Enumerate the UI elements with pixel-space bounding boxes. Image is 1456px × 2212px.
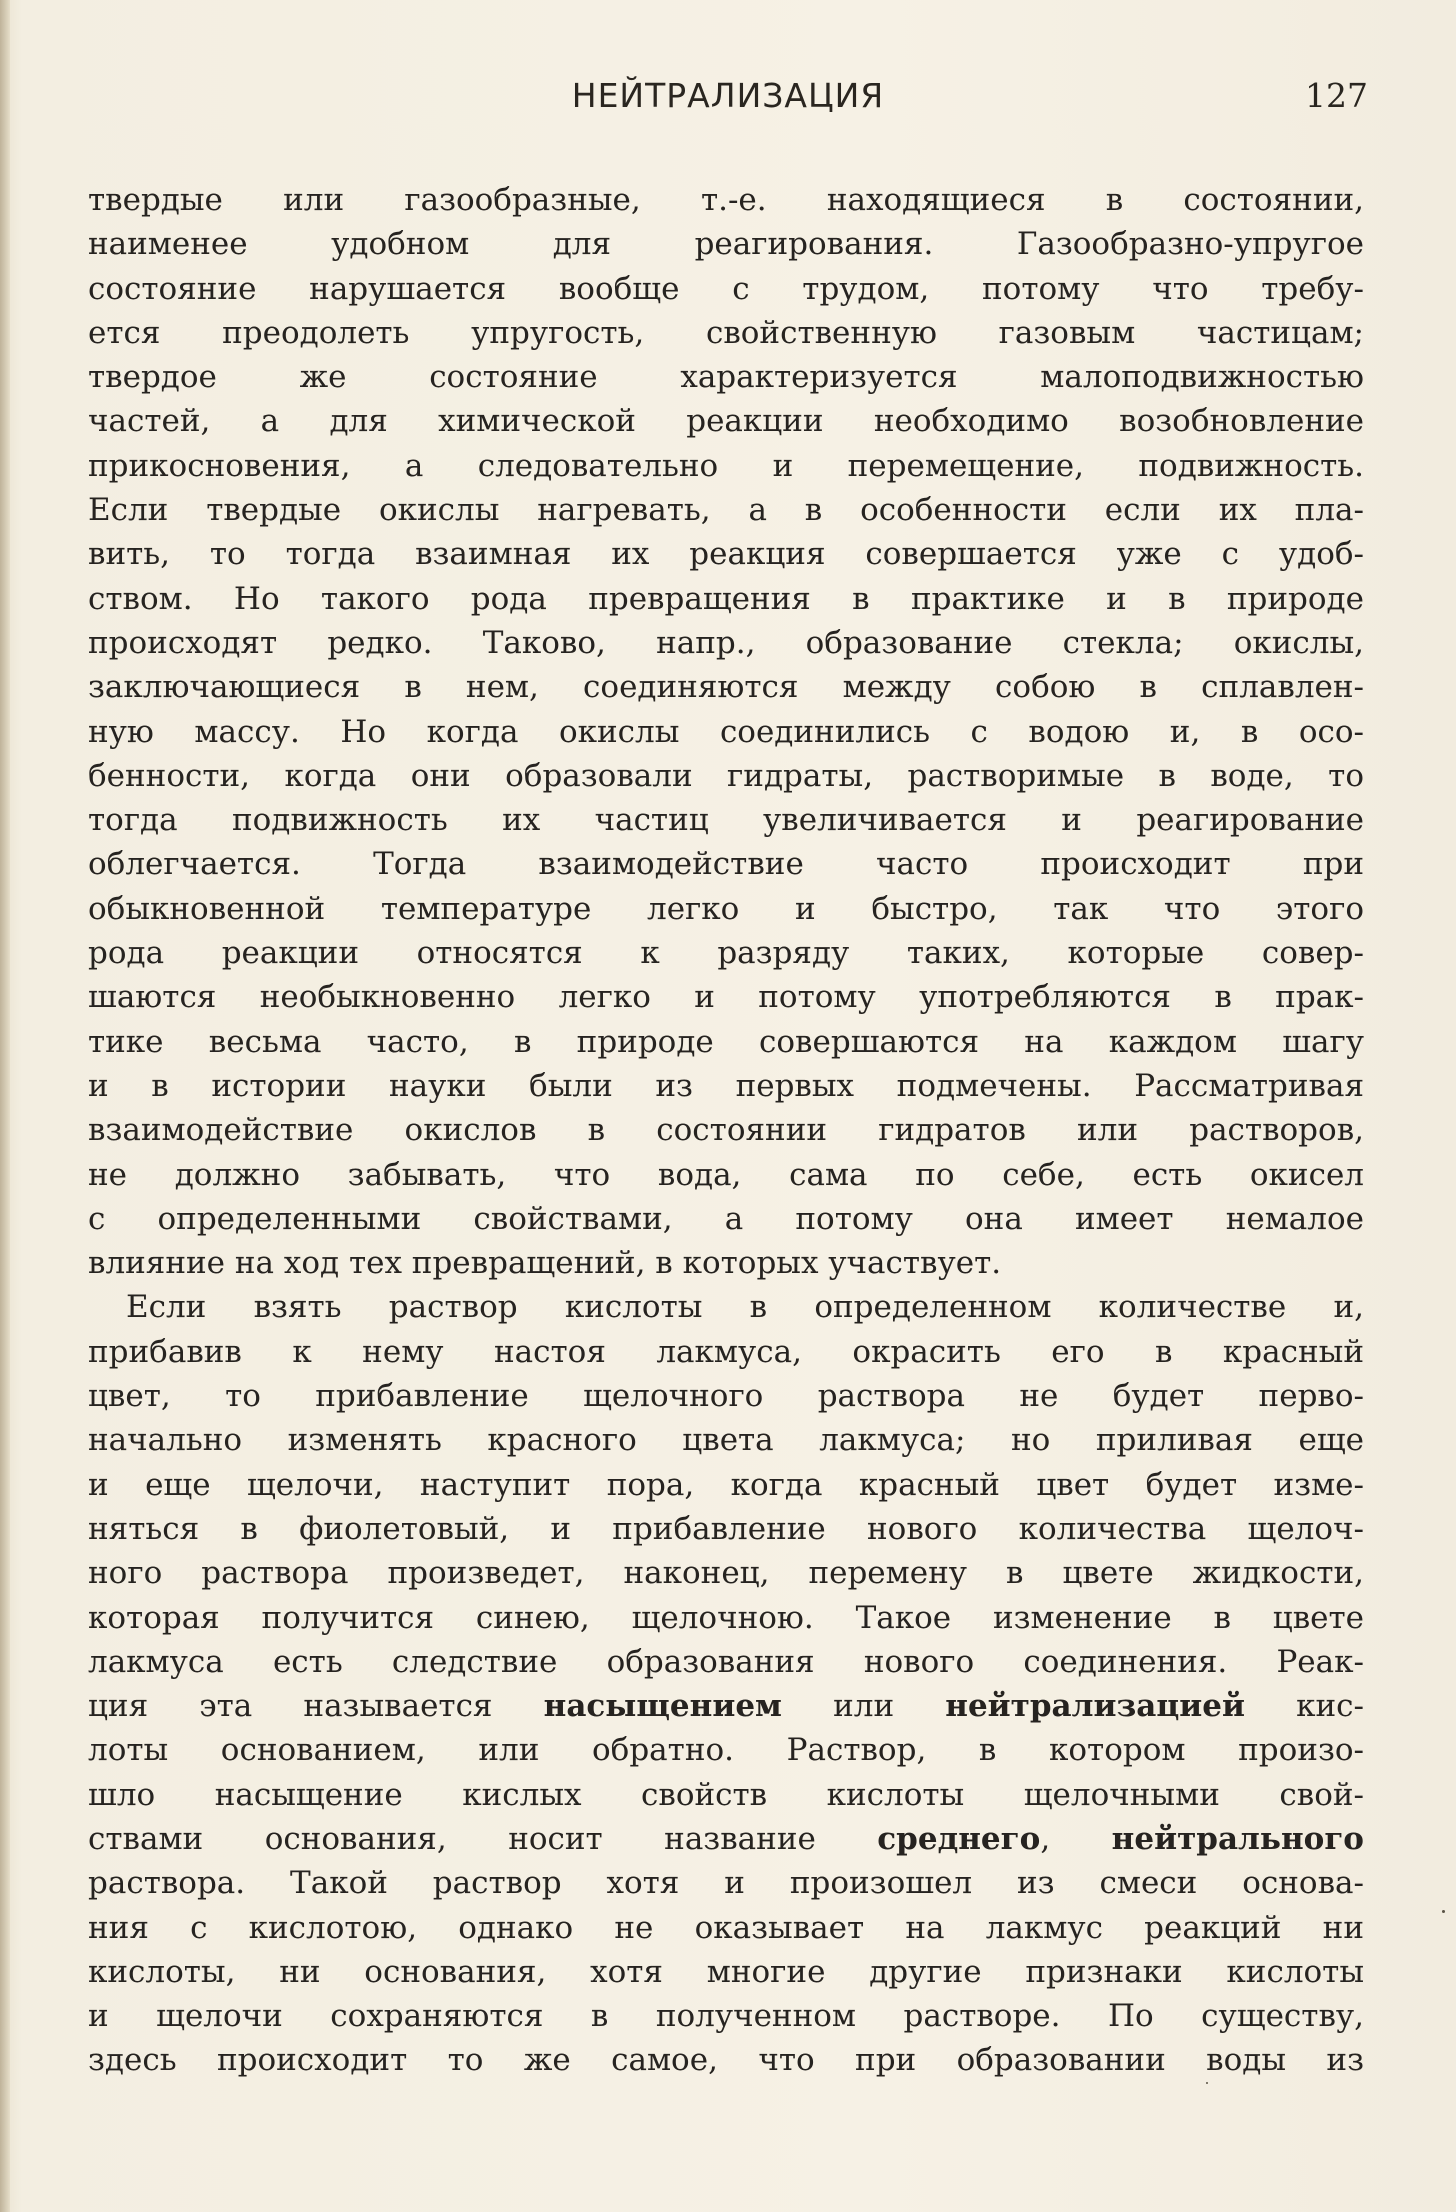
text-line: обыкновенной температуре легко и быстро, так что этого bbox=[88, 890, 1364, 927]
term-middle: среднего bbox=[877, 1820, 1041, 1857]
text-line: няться в фиолетовый, и прибавление нового количества щелоч- bbox=[88, 1510, 1364, 1547]
text-line-with-terms bbox=[88, 1684, 1364, 1728]
text-line: и щелочи сохраняются в полученном растворе. По существу, bbox=[88, 1998, 1364, 2035]
text-line: ством. Но такого рода превращения в практике и в природе bbox=[88, 580, 1364, 617]
text-line: взаимодействие окислов в состоянии гидратов или растворов, bbox=[88, 1112, 1364, 1149]
text-run: или bbox=[781, 1688, 946, 1725]
text-line: облегчается. Тогда взаимодействие часто происходит при bbox=[88, 846, 1364, 883]
text-line: здесь происходит то же самое, что при образовании воды из bbox=[88, 2042, 1364, 2079]
text-line: твердое же состояние характеризуется малоподвижностью bbox=[88, 359, 1364, 396]
text-line: и в истории науки были из первых подмечены. Рассматривая bbox=[88, 1067, 1364, 1104]
text-line: ния с кислотою, однако не оказывает на лакмус реакций ни bbox=[88, 1909, 1364, 1946]
text-line: тогда подвижность их частиц увеличивается и реагирование bbox=[88, 802, 1364, 839]
text-line: прибавив к нему настоя лакмуса, окрасить его в красный bbox=[88, 1333, 1364, 1370]
text-line: цвет, то прибавление щелочного раствора не будет перво- bbox=[88, 1378, 1364, 1415]
text-line: заключающиеся в нем, соединяются между собою в сплавлен- bbox=[88, 669, 1364, 706]
term-saturation: насыщением bbox=[543, 1688, 782, 1725]
term-neutral: нейтрального bbox=[1111, 1820, 1364, 1857]
text-line: происходят редко. Таково, напр., образование стекла; окислы, bbox=[88, 624, 1364, 661]
text-line: шло насыщение кислых свойств кислоты щелочными свой- bbox=[88, 1776, 1364, 1813]
text-line: которая получится синею, щелочною. Такое изменение в цвете bbox=[88, 1599, 1364, 1636]
text-line: раствора. Такой раствор хотя и произошел из смеси основа- bbox=[88, 1865, 1364, 1902]
page-number: 127 bbox=[1305, 76, 1368, 115]
paper-speck bbox=[1206, 2082, 1208, 2084]
page-edge-shadow bbox=[0, 0, 10, 2212]
text-line: тике весьма часто, в природе совершаются на каждом шагу bbox=[88, 1023, 1364, 1060]
text-line: Если твердые окислы нагревать, а в особенности если их пла- bbox=[88, 492, 1364, 529]
text-line: шаются необыкновенно легко и потому употребляются в прак- bbox=[88, 979, 1364, 1016]
text-line: с определенными свойствами, а потому она имеет немалое bbox=[88, 1200, 1364, 1237]
text-line: ется преодолеть упругость, свойственную газовым частицам; bbox=[88, 314, 1364, 351]
text-line: и еще щелочи, наступит пора, когда красный цвет будет изме- bbox=[88, 1466, 1364, 1503]
text-line: лоты основанием, или обратно. Раствор, в котором произо- bbox=[88, 1732, 1364, 1769]
text-line: рода реакции относятся к разряду таких, которые совер- bbox=[88, 935, 1364, 972]
page-header bbox=[88, 76, 1368, 126]
paragraph-start-line: Если взять раствор кислоты в определенном количестве и, bbox=[126, 1289, 1364, 1326]
text-line: вить, то тогда взаимная их реакция совершается уже с удоб- bbox=[88, 536, 1364, 573]
text-line: бенности, когда они образовали гидраты, растворимые в воде, то bbox=[88, 757, 1364, 794]
text-line: ного раствора произведет, наконец, перемену в цвете жидкости, bbox=[88, 1555, 1364, 1592]
text-line: наименее удобном для реагирования. Газообразно-упругое bbox=[88, 226, 1364, 263]
text-line: прикосновения, а следовательно и перемещение, подвижность. bbox=[88, 447, 1364, 484]
body-text bbox=[88, 178, 1364, 2083]
paper-speck bbox=[1442, 1910, 1445, 1913]
text-line: частей, а для химической реакции необходимо возобновление bbox=[88, 403, 1364, 440]
text-run: кис- bbox=[1244, 1688, 1364, 1725]
paragraph-end-line: влияние на ход тех превращений, в которых участвует. bbox=[88, 1245, 1002, 1282]
text-run: , bbox=[1040, 1820, 1112, 1857]
text-run: ция эта называется bbox=[88, 1688, 544, 1725]
text-line: кислоты, ни основания, хотя многие другие признаки кислоты bbox=[88, 1953, 1364, 1990]
text-line: ную массу. Но когда окислы соединились с водою и, в осо- bbox=[88, 713, 1364, 750]
text-line: лакмуса есть следствие образования нового соединения. Реак- bbox=[88, 1643, 1364, 1680]
running-title: НЕЙТРАЛИЗАЦИЯ bbox=[571, 76, 885, 115]
text-line: начально изменять красного цвета лакмуса; но приливая еще bbox=[88, 1422, 1364, 1459]
text-line-with-terms bbox=[88, 1817, 1364, 1861]
text-line: состояние нарушается вообще с трудом, потому что требу- bbox=[88, 270, 1364, 307]
text-line: твердые или газообразные, т.-е. находящиеся в состоянии, bbox=[88, 182, 1364, 218]
text-run: ствами основания, носит название bbox=[88, 1820, 878, 1857]
text-line: не должно забывать, что вода, сама по себе, есть окисел bbox=[88, 1156, 1364, 1193]
term-neutralization: нейтрализацией bbox=[945, 1688, 1245, 1725]
